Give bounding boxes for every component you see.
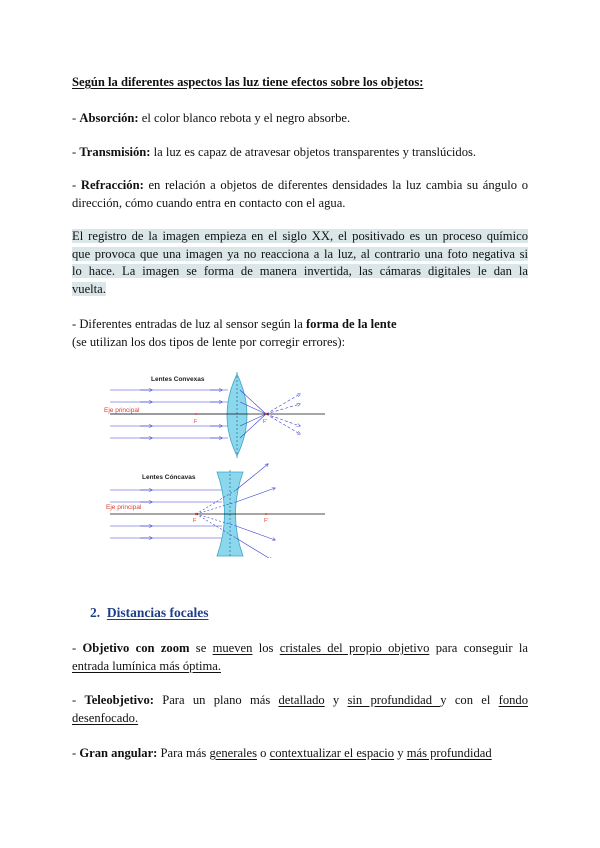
axis-label-convex: Eje principal xyxy=(104,407,140,414)
absorcion-item: - Absorción: el color blanco rebota y el negro absorbe. xyxy=(72,111,351,125)
axis-label-concave: Eje principal xyxy=(106,504,142,511)
focus-left-concave: F xyxy=(193,518,197,524)
intro-title: Según la diferentes aspectos las luz tiene efectos sobre los objetos: xyxy=(72,75,424,89)
concave-title: Lentes Cóncavas xyxy=(142,474,196,481)
gran-angular-item: - Gran angular: Para más generales o contextualizar el espacio y más profundidad xyxy=(72,746,492,760)
section-title: Distancias focales xyxy=(106,605,209,620)
section-number: 2. xyxy=(90,605,101,620)
zoom-label: Objetivo con zoom xyxy=(82,641,190,655)
tele-label: Teleobjetivo: xyxy=(84,693,154,707)
refraccion-item: - Refracción: en relación a objetos de diferentes densidades la luz cambia su ángulo o dirección, cómo cuando entra en contacto con el agua. xyxy=(72,178,528,210)
transmision-item: - Transmisión: la luz es capaz de atravesar objetos transparentes y translúcidos. xyxy=(72,145,477,159)
refraccion-label: Refracción: xyxy=(80,178,144,192)
transmision-label: Transmisión: xyxy=(79,145,151,159)
convex-title: Lentes Convexas xyxy=(151,376,205,383)
highlight-paragraph: El registro de la imagen empieza en el siglo XX, el positivado es un proceso químico que provoca que una imagen ya no reacciona a la luz, al contrario una foto negativa si lo hace. La imagen se forma de manera invertida, las cámaras digitales le dan la vuelta. xyxy=(72,229,528,296)
lens-diagram xyxy=(100,368,340,558)
tele-item: - Teleobjetivo: Para un plano más detallado y sin profundidad y con el fondo desenfocado. xyxy=(72,693,529,725)
zoom-item: - Objetivo con zoom se mueven los cristales del propio objetivo para conseguir la entrada lumínica más óptima. xyxy=(72,641,528,673)
convex-lens xyxy=(227,374,247,456)
focus-right-concave: F' xyxy=(264,518,269,524)
section-heading xyxy=(90,604,546,622)
lens-entry: - Diferentes entradas de luz al sensor según la forma de la lente (se utilizan los dos tipos de lente por corregir errores): xyxy=(72,317,397,349)
absorcion-label: Absorción: xyxy=(79,111,139,125)
focus-right-convex: F' xyxy=(263,419,268,425)
gran-label: Gran angular: xyxy=(79,746,158,760)
focus-left-convex: F xyxy=(194,419,198,425)
